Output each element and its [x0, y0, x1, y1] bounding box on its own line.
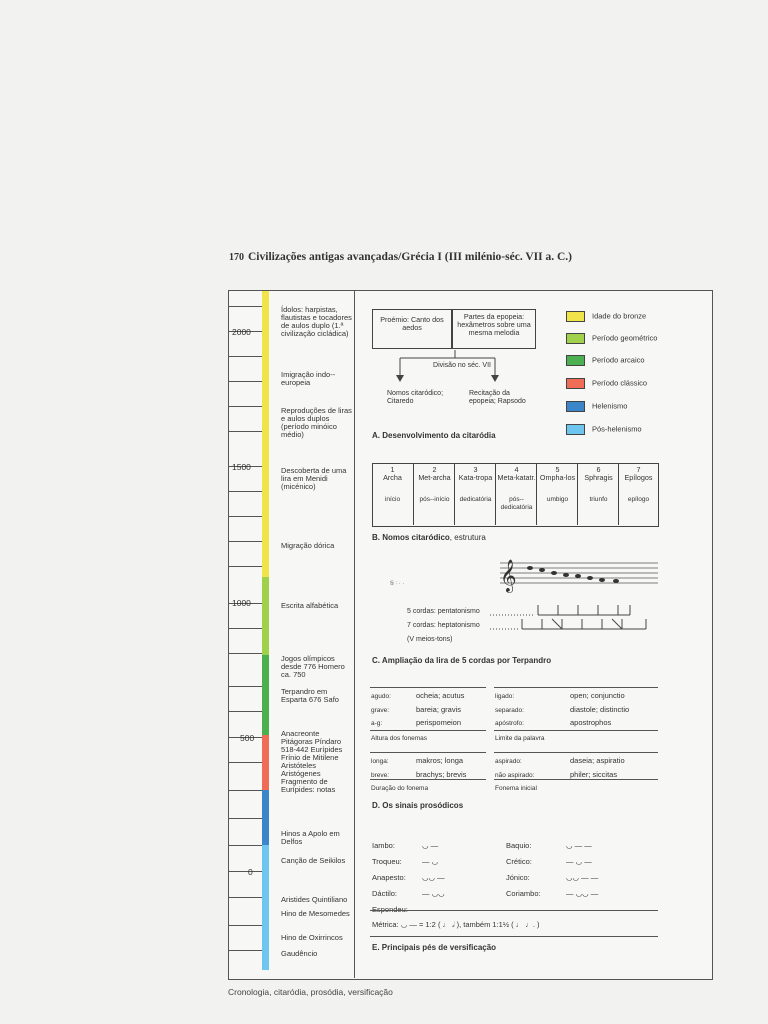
timeline-event: Ídolos: harpistas, flautistas e tocadores de aulos duplo (1.ª civilização cicládica): [281, 305, 352, 338]
svg-text:𝄞: 𝄞: [500, 559, 517, 592]
nomos-part: 4 Meta-katatr. pós--dedicatória: [495, 463, 537, 525]
year-label: 1000: [232, 598, 251, 608]
nomos-part: 3 Kata-tropa dedicatória: [454, 463, 496, 525]
bar-geometric: [262, 577, 269, 655]
timeline-divider: [354, 290, 355, 978]
year-label: 0: [248, 867, 253, 877]
duracao-caption: Duração do fonema: [371, 785, 429, 792]
caption-d: D. Os sinais prosódicos: [372, 801, 464, 810]
timeline-event: Migração dórica: [281, 541, 335, 550]
music-staff: [370, 555, 660, 595]
timeline-event: Escrita alfabética: [281, 601, 339, 610]
timeline-event: Hino de Oxirrincos: [281, 933, 343, 942]
legend-item-archaic: Período arcaico: [566, 355, 645, 366]
bar-hellenism: [262, 790, 269, 845]
division-arrows: [395, 350, 505, 385]
timeline-event: Imigração indo--europeia: [281, 370, 336, 387]
feet-right: Baquio: ◡ — — Crético: — ◡ — Jónico: ◡◡ — — Coriambo: — ◡◡ —: [506, 841, 599, 898]
timeline-event: Terpandro em Esparta 676 Safo: [281, 687, 339, 704]
page-title: Civilizações antigas avançadas/Grécia I (III milénio-séc. VII a. C.): [248, 251, 573, 263]
figure-caption: Cronologia, citaródia, prosódia, versificação: [228, 987, 393, 997]
nomos-part: 7 Epílogos epílogo: [618, 463, 658, 525]
legend-item-classic: Período clássico: [566, 378, 647, 389]
timeline-event: Reproduções de liras e aulos duplos (período minóico médio): [281, 406, 352, 439]
bar-classic: [262, 735, 269, 790]
epopeia-box: Partes da epopeia: hexâmetros sobre uma mesma melodia: [452, 309, 536, 349]
svg-text:Ꞩ ꞉ · ·: Ꞩ ꞉ · ·: [390, 581, 405, 587]
timeline-event: Gaudêncio: [281, 949, 318, 958]
duracao-table: longa: makros; longa breve: brachys; brevis: [371, 756, 467, 779]
nomos-text: Nomos citaródico; Citaredo: [387, 390, 444, 405]
caption-b: B. Nomos citaródico, estrutura: [372, 533, 486, 542]
semitones-note: (V meios-tons): [407, 636, 453, 643]
altura-caption: Altura dos fonemas: [371, 735, 428, 742]
nomos-part: 1 Archa início: [383, 465, 402, 503]
timeline-event: Canção de Seikilos: [281, 856, 346, 865]
bar-post-hellenism: [262, 845, 269, 970]
timeline-event: Descoberta de uma lira em Menidi (micénico): [281, 466, 347, 491]
recitacao-text: Recitação da epopeia; Rapsodo: [469, 390, 526, 405]
string-diagram: [490, 603, 660, 633]
legend-item-post-hellenism: Pós-helenismo: [566, 424, 642, 435]
pentatonism-label: 5 cordas: pentatonismo: [407, 608, 480, 615]
page-header: [229, 251, 572, 263]
timeline-event: Anacreonte Pitágoras Píndaro 518-442 Eurípides Frínio de Mitilene Aristóteles Aristógenes Fragmento de Eurípides: notas: [281, 729, 343, 794]
legend-item-geometric: Período geométrico: [566, 333, 657, 344]
caption-c: C. Ampliação da lira de 5 cordas por Terpandro: [372, 656, 552, 665]
feet-left: Iambo: ◡ — Troqueu: — ◡ Anapesto: ◡◡ — Dáctilo: — ◡◡: [372, 841, 445, 898]
caption-e: E. Principais pés de versificação: [372, 943, 497, 952]
legend-item-bronze: Idade do bronze: [566, 311, 646, 322]
bar-bronze: [262, 291, 269, 577]
year-label: 500: [240, 733, 255, 743]
year-label: 2000: [232, 327, 251, 337]
caption-a: A. Desenvolvimento da citaródia: [372, 431, 496, 440]
metrica-line: Métrica: ◡ — = 1:2 ( ♩ 𝅗𝅥 ), também 1:1½ ( ♩ ♩. ): [372, 920, 540, 929]
bar-archaic: [262, 655, 269, 735]
limite-caption: Limite da palavra: [495, 735, 545, 742]
heptatonism-label: 7 cordas: heptatonismo: [407, 622, 480, 629]
timeline-event: Jogos olímpicos desde 776 Homero ca. 750: [281, 654, 345, 679]
nomos-part: 6 Sphragis triunfo: [577, 463, 619, 525]
timeline-event: Aristides Quintiliano: [281, 895, 348, 904]
limite-table: ligado: open; conjunctio separado: diastole; distinctio apóstrofo: apostrophos: [495, 691, 630, 727]
timeline-event: Hino de Mesomedes: [281, 909, 350, 918]
legend-item-hellenism: Helenismo: [566, 401, 627, 412]
proemio-box: Proémio: Canto dos aedos: [372, 309, 452, 349]
year-label: 1500: [232, 462, 251, 472]
fonema-caption: Fonema inicial: [495, 785, 537, 792]
altura-table: agudo: ocheia; acutus grave: bareia; gravis a-g: perispomeion: [371, 691, 465, 727]
page-number: 170: [229, 252, 244, 263]
nomos-part: 5 Ompha-los umbigo: [536, 463, 578, 525]
nomos-part: 2 Met-archa pós--início: [413, 463, 455, 525]
timeline-event: Hinos a Apolo em Delfos: [281, 829, 340, 846]
divisao-label: Divisão no séc. VII: [433, 362, 491, 369]
fonema-table: aspirado: daseia; aspiratio não aspirado: philer; siccitas: [495, 756, 625, 779]
